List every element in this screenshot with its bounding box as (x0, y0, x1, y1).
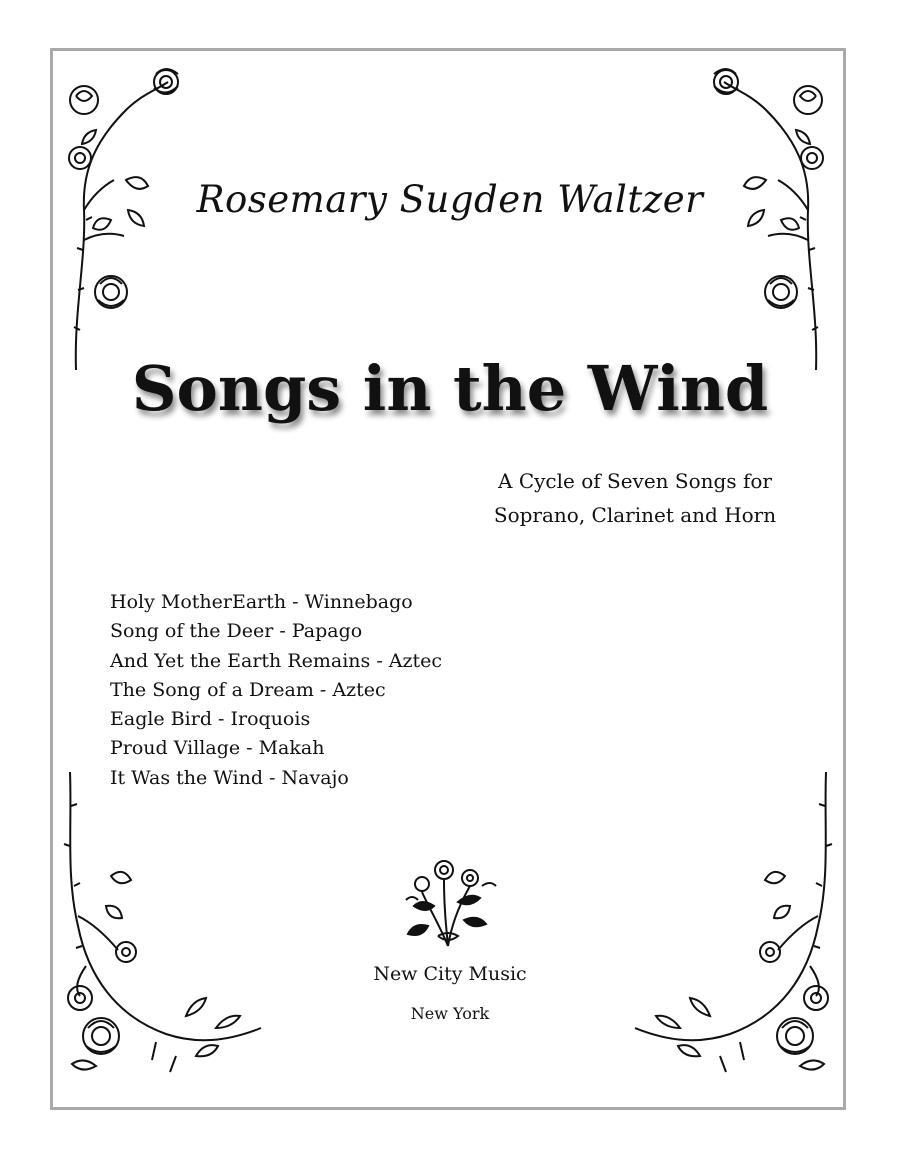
work-title: Songs in the Wind (131, 352, 769, 425)
song-item: The Song of a Dream - Aztec (110, 678, 386, 701)
subtitle-line: A Cycle of Seven Songs for (498, 469, 772, 493)
song-list (110, 588, 442, 793)
song-item: It Was the Wind - Navajo (110, 766, 349, 789)
song-item: Song of the Deer - Papago (110, 620, 363, 643)
publisher-city: New York (410, 1004, 490, 1023)
work-subtitle (470, 464, 800, 532)
song-item: Proud Village - Makah (110, 737, 325, 760)
rose-vine-icon (620, 766, 840, 1086)
publisher-name: New City Music (373, 963, 527, 985)
song-item: And Yet the Earth Remains - Aztec (110, 649, 443, 672)
song-item: Holy MotherEarth - Winnebago (110, 591, 413, 613)
rose-vine-icon (56, 766, 276, 1086)
rose-bouquet-icon (398, 856, 502, 956)
subtitle-line: Soprano, Clarinet and Horn (493, 503, 777, 527)
song-item: Eagle Bird - Iroquois (110, 708, 311, 731)
composer-name: Rosemary Sugden Waltzer (196, 178, 704, 221)
